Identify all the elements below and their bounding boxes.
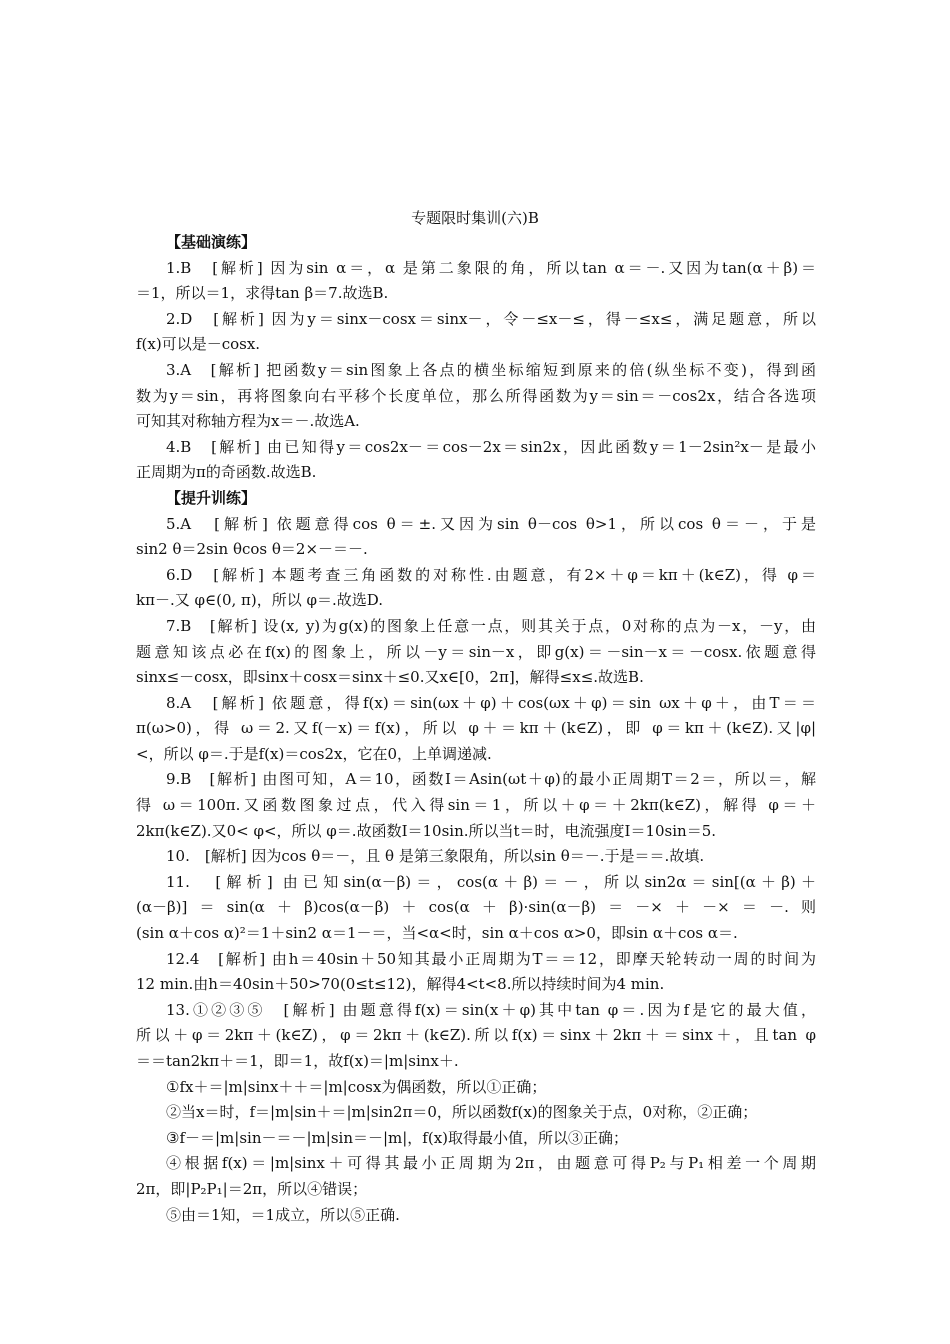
- text-line: 13.①②③⑤ [解析] 由题意得f(x)＝sin(x＋φ)其中tan φ＝.因为f是它的最大值，: [166, 1000, 816, 1019]
- text-line: 题意知该点必在f(x)的图象上，所以－y＝sin－x，即g(x)＝－sin－x＝－cosx.依题意得: [136, 642, 816, 661]
- text-line: 数为y＝sin，再将图象向右平移个长度单位，那么所得函数为y＝sin＝－cos2x，结合各选项: [136, 386, 816, 405]
- text-line: 正周期为π的奇函数.故选B.: [136, 463, 317, 482]
- text-line: 8.A [解析] 依题意，得f(x)＝sin(ωx＋φ)＋cos(ωx＋φ)＝sin ωx＋φ＋，由T＝＝: [166, 693, 816, 712]
- document-title: 专题限时集训(六)B: [411, 209, 539, 227]
- text-line: 4.B [解析] 由已知得y＝cos2x－＝cos－2x＝sin2x，因此函数y＝1－2sin²x－是最小: [166, 437, 816, 456]
- text-line: ＝1，所以＝1，求得tan β＝7.故选B.: [136, 284, 389, 303]
- text-line: 7.B [解析] 设(x, y)为g(x)的图象上任意一点，则其关于点，0对称的点为－x，－y，由: [166, 616, 816, 635]
- text-line: ③f－＝|m|sin－＝－|m|sin＝－|m|，f(x)取得最小值，所以③正确；: [166, 1128, 629, 1147]
- section-heading-advanced: 【提升训练】: [166, 488, 257, 507]
- text-line: (sin α＋cos α)²＝1＋sin2 α＝1－＝，当<α<时，sin α＋cos α>0，即sin α＋cos α＝.: [136, 924, 738, 943]
- text-line: ④根据f(x)＝|m|sinx＋可得其最小正周期为2π，由题意可得P₂与P₁相差一个周期: [166, 1154, 816, 1173]
- text-line: f(x)可以是－cosx.: [136, 335, 261, 354]
- text-line: 2kπ(k∈Z).又0< φ<，所以 φ＝.故函数I＝10sin.所以当t＝时，电流强度I＝10sin＝5.: [136, 821, 717, 840]
- text-line: kπ－.又 φ∈(0, π)，所以 φ＝.故选D.: [136, 591, 384, 610]
- text-line: ①fx＋＝|m|sinx＋＋＝|m|cosx为偶函数，所以①正确；: [166, 1077, 547, 1096]
- text-line: 11. [解析] 由已知sin(α－β)＝，cos(α＋β)＝－，所以sin2α＝sin[(α＋β)＋: [166, 872, 816, 891]
- text-line: 10. [解析] 因为cos θ＝－，且 θ 是第三象限角，所以sin θ＝－.于是＝＝.故填.: [166, 847, 705, 866]
- section-heading-basic: 【基础演练】: [166, 233, 257, 251]
- text-line: 12.4 [解析] 由h＝40sin＋50知其最小正周期为T＝＝12，即摩天轮转动一周的时间为: [166, 949, 816, 968]
- text-line: 所以＋φ＝2kπ＋(k∈Z)，φ＝2kπ＋(k∈Z).所以f(x)＝sinx＋2kπ＋＝sinx＋，且tan φ: [136, 1026, 816, 1045]
- text-line: sinx≤－cosx，即sinx＋cosx＝sinx＋≤0.又x∈[0，2π]，解得≤x≤.故选B.: [136, 668, 644, 687]
- text-line: 2π，即|P₂P₁|＝2π，所以④错误；: [136, 1179, 368, 1198]
- text-line: 5.A [解析] 依题意得cos θ＝±.又因为sin θ－cos θ>1，所以cos θ＝－，于是: [166, 514, 816, 533]
- text-line: 1.B [解析] 因为sin α＝，α 是第二象限的角，所以tan α＝－.又因为tan(α＋β)＝: [166, 258, 816, 277]
- text-line: π(ω>0)，得 ω＝2.又f(－x)＝f(x)，所以 φ＋＝kπ＋(k∈Z)，即 φ＝kπ＋(k∈Z).又|φ|: [136, 719, 816, 738]
- text-line: 6.D [解析] 本题考查三角函数的对称性.由题意，有2×＋φ＝kπ＋(k∈Z)，得 φ＝: [166, 565, 816, 584]
- text-line: 可知其对称轴方程为x＝－.故选A.: [136, 412, 360, 431]
- text-line: 得 ω＝100π.又函数图象过点，代入得sin＝1，所以＋φ＝＋2kπ(k∈Z)，解得 φ＝＋: [136, 796, 816, 815]
- text-line: ②当x＝时，f＝|m|sin＋＝|m|sin2π＝0，所以函数f(x)的图象关于点，0对称，②正确；: [166, 1103, 758, 1122]
- text-line: ⑤由＝1知，＝1成立，所以⑤正确.: [166, 1205, 400, 1224]
- text-line: (α－β)]＝sin(α＋β)cos(α－β)＋cos(α＋β)·sin(α－β)＝－×＋－×＝－.则: [136, 898, 816, 917]
- text-line: ＝＝tan2kπ＋＝1，即＝1，故f(x)＝|m|sinx＋.: [136, 1052, 459, 1070]
- document-body: [136, 230, 816, 1228]
- text-line: 3.A [解析] 把函数y＝sin图象上各点的横坐标缩短到原来的倍(纵坐标不变)，得到函: [166, 360, 816, 379]
- text-line: 12 min.由h＝40sin＋50>70(0≤t≤12)，解得4<t<8.所以持续时间为4 min.: [136, 975, 665, 994]
- text-line: 2.D [解析] 因为y＝sinx－cosx＝sinx－，令－≤x－≤，得－≤x≤，满足题意，所以: [166, 309, 816, 328]
- text-line: 9.B [解析] 由图可知，A＝10，函数I＝Asin(ωt＋φ)的最小正周期T＝2＝，所以＝，解: [166, 770, 816, 789]
- text-line: sin2 θ＝2sin θcos θ＝2×－＝－.: [136, 540, 368, 559]
- text-line: <，所以 φ＝.于是f(x)＝cos2x，它在0，上单调递减.: [136, 744, 492, 763]
